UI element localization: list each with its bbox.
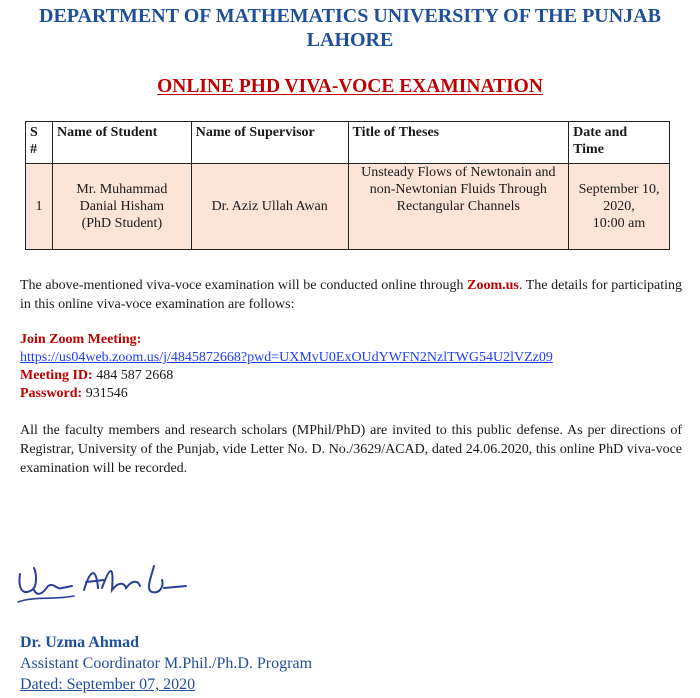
exam-title: ONLINE PHD VIVA-VOCE EXAMINATION (157, 76, 543, 97)
col-sno: S # (26, 122, 53, 164)
signatory-name: Dr. Uzma Ahmad (20, 634, 139, 651)
col-date: Date and Time (569, 122, 670, 164)
meeting-id-line (20, 366, 173, 385)
cell-date-time: September 10, 2020, 10:00 am (569, 164, 670, 250)
signature-image (14, 560, 194, 615)
password-label: Password: (20, 386, 83, 401)
cell-thesis-title: Unsteady Flows of Newtonain and non-Newtonian Fluids Through Rectangular Channels (348, 164, 569, 250)
signatory-role: Assistant Coordinator M.Phil./Ph.D. Program (20, 655, 313, 672)
department-line1: DEPARTMENT OF MATHEMATICS UNIVERSITY OF THE PUNJAB (39, 5, 661, 27)
cell-student: Mr. Muhammad Danial Hisham (PhD Student) (52, 164, 191, 250)
department-line2: LAHORE (306, 29, 394, 51)
col-student: Name of Student (52, 122, 191, 164)
signature-date: Dated: September 07, 2020 (20, 676, 196, 693)
cell-supervisor: Dr. Aziz Ullah Awan (191, 164, 348, 250)
zoom-link-line (20, 348, 553, 367)
password-line (20, 384, 128, 403)
col-supervisor: Name of Supervisor (191, 122, 348, 164)
notice-paragraph: All the faculty members and research scholars (MPhil/PhD) are invited to this public defense. As per directions of Registrar, University of the Punjab, vide Letter No. D. No./3629/ACAD, dated 24.06.2020, this online PhD viva-voce examination will be recorded. (20, 423, 682, 476)
cell-sno: 1 (26, 164, 53, 250)
meeting-id-value: 484 587 2668 (96, 368, 174, 383)
viva-table (25, 121, 670, 250)
zoom-join-label: Join Zoom Meeting: (20, 332, 142, 347)
password-value: 931546 (85, 386, 128, 401)
intro-paragraph: The above-mentioned viva-voce examination will be conducted online through Zoom.us. The details for participating in this online viva-voce examination are follows: (20, 278, 683, 312)
table-row (26, 164, 670, 250)
platform-name: Zoom.us (467, 278, 519, 293)
handwritten-signature (14, 560, 194, 610)
zoom-link[interactable]: https://us04web.zoom.us/j/4845872668?pwd=UXMvU0ExOUdYWFN2NzlTWG54U2lVZz09 (20, 350, 553, 365)
col-title: Title of Theses (348, 122, 569, 164)
meeting-id-label: Meeting ID: (20, 368, 93, 383)
table-header-row (26, 122, 670, 164)
department-heading (0, 4, 700, 52)
